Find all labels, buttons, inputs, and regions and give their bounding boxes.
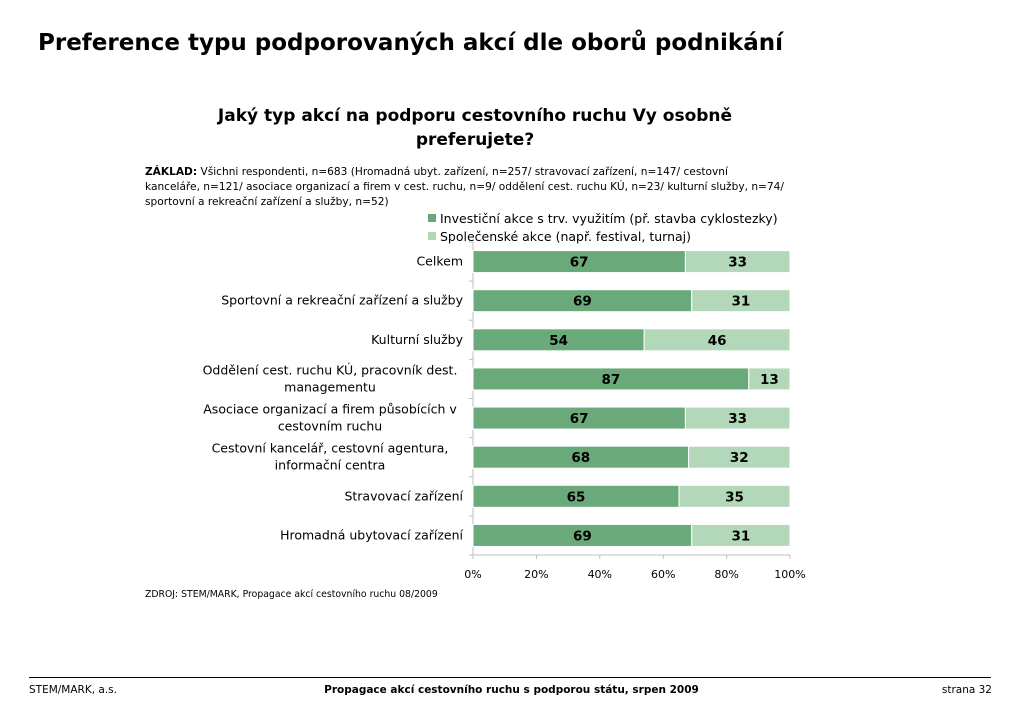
page-title: Preference typu podporovaných akcí dle oborů podnikání xyxy=(38,30,783,56)
category-label: Sportovní a rekreační zařízení a služby xyxy=(221,292,463,308)
data-label: 33 xyxy=(728,254,748,271)
footer-company: STEM/MARK, a.s. xyxy=(29,684,117,696)
x-tick-label: 100% xyxy=(774,568,806,581)
category-label: Oddělení cest. ruchu KÚ, pracovník dest. managementu xyxy=(202,362,458,395)
x-tick-label: 0% xyxy=(464,568,482,581)
data-label: 46 xyxy=(707,332,727,349)
footer-divider xyxy=(29,677,991,678)
category-label: Cestovní kancelář, cestovní agentura, informační centra xyxy=(211,440,449,473)
category-label: Hromadná ubytovací zařízení xyxy=(280,527,463,543)
data-label: 31 xyxy=(731,528,751,545)
data-label: 87 xyxy=(601,371,621,388)
data-label: 32 xyxy=(729,450,749,467)
footer-page-number: strana 32 xyxy=(941,684,992,696)
data-label: 65 xyxy=(566,489,586,506)
data-label: 67 xyxy=(569,411,589,428)
data-label: 67 xyxy=(569,254,589,271)
basis-text: Všichni respondenti, n=683 (Hromadná ubyt. zařízení, n=257/ stravovací zařízení, n=147/ cestovní kanceláře, n=121/ asociace organizací a firem v cest. ruchu, n=9/ oddělení cest. ruchu KÚ, n=23/ kulturní služby, n=74/ sportovní a rekreační zařízení a služby, n=52) xyxy=(145,166,784,208)
data-label: 33 xyxy=(728,411,748,428)
footer-report-title: Propagace akcí cestovního ruchu s podporou státu, srpen 2009 xyxy=(324,684,699,696)
data-label: 68 xyxy=(571,450,591,467)
x-tick-label: 80% xyxy=(714,568,739,581)
legend-label-spolecenske: Společenské akce (např. festival, turnaj) xyxy=(440,228,692,244)
category-label: Celkem xyxy=(416,253,463,269)
chart-title: Jaký typ akcí na podporu cestovního ruchu Vy osobně preferujete? xyxy=(217,106,733,150)
data-label: 31 xyxy=(731,293,751,310)
legend-label-investicni: Investiční akce s trv. využitím (př. stavba cyklostezky) xyxy=(440,210,778,226)
data-label: 13 xyxy=(759,371,779,388)
category-label: Asociace organizací a firem působících v cestovním ruchu xyxy=(203,401,457,434)
source-note: ZDROJ: STEM/MARK, Propagace akcí cestovního ruchu 08/2009 xyxy=(145,589,438,600)
category-label: Kulturní služby xyxy=(371,331,463,347)
category-label: Stravovací zařízení xyxy=(344,488,463,504)
basis-label: ZÁKLAD: xyxy=(145,166,198,178)
data-label: 69 xyxy=(572,293,592,310)
x-tick-label: 20% xyxy=(524,568,549,581)
data-label: 54 xyxy=(549,332,568,349)
data-label: 69 xyxy=(572,528,592,545)
x-tick-label: 40% xyxy=(587,568,613,581)
x-tick-label: 60% xyxy=(650,568,676,581)
data-label: 35 xyxy=(725,489,744,506)
